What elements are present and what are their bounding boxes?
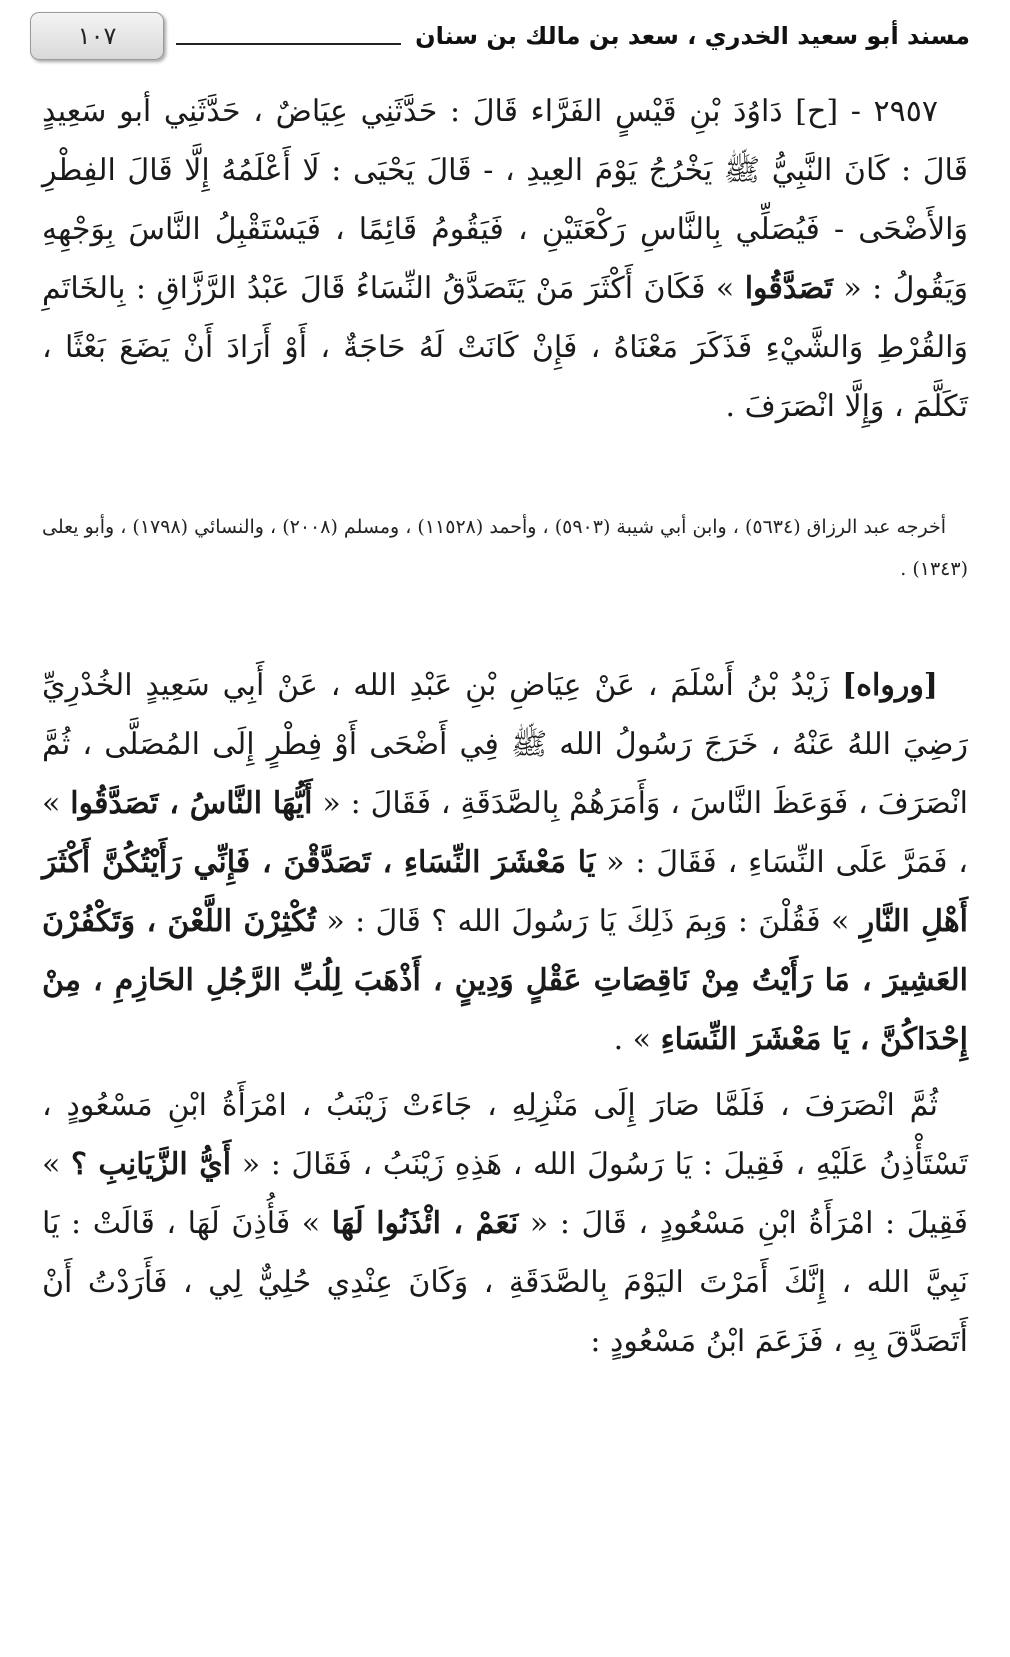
riwaya-text-2: » ، فَمَرَّ عَلَى النِّسَاءِ ، فَقَالَ : «: [42, 786, 968, 880]
continuation-text-3: » فَأُذِنَ لَهَا ، قَالَتْ : يَا نَبِيَّ الله ، إِنَّكَ أَمَرْتَ اليَوْمَ بِالصَّدَقَةِ ، وَكَانَ عِنْدِي حُلِيٌّ لِي ، فَأَرَدْتُ أَنْ أَتَصَدَّقَ بِهِ ، فَزَعَمَ ابْنُ مَسْعُودٍ :: [42, 1206, 968, 1359]
page-header: [30, 8, 970, 64]
hadith-quote-bold: تَصَدَّقُوا: [744, 271, 833, 306]
riwaya-quote-bold-2: يَا مَعْشَرَ النِّسَاءِ ، تَصَدَّقْنَ ، فَإِنِّي رَأَيْتُكُنَّ أَكْثَرَ أَهْلِ النَّارِ: [42, 845, 968, 939]
riwaya-text-4: » .: [613, 1022, 661, 1057]
continuation-quote-bold-2: نَعَمْ ، ائْذَنُوا لَهَا: [331, 1206, 519, 1241]
hadith-number: ٢٩٥٧ - [ح]: [782, 94, 938, 129]
running-title: مسند أبو سعيد الخدري ، سعد بن مالك بن سنان: [415, 22, 970, 50]
continuation-text-2: » فَقِيلَ : امْرَأَةُ ابْنِ مَسْعُودٍ ، قَالَ : «: [42, 1147, 968, 1241]
continuation-paragraph: [42, 1076, 968, 1371]
riwaya-quote-bold-3: تُكْثِرْنَ اللَّعْنَ ، وَتَكْفُرْنَ العَشِيرَ ، مَا رَأَيْتُ مِنْ نَاقِصَاتِ عَقْلٍ وَدِينٍ ، أَذْهَبَ لِلُبِّ الرَّجُلِ الحَازِمِ ، مِنْ إِحْدَاكُنَّ ، يَا مَعْشَرَ النِّسَاءِ: [42, 904, 968, 1057]
hadith-text: دَاوُدَ بْنِ قَيْسٍ الفَرَّاء قَالَ : حَدَّثَنِي عِيَاضٌ ، حَدَّثَنِي أبو سَعِيدٍ قَالَ : كَانَ النَّبِيُّ ﷺ يَخْرُجُ يَوْمَ العِيدِ ، - قَالَ يَحْيَى : لَا أَعْلَمُهُ إِلَّا قَالَ الفِطْرِ وَالأَضْحَى - فَيُصَلِّي بِالنَّاسِ رَكْعَتَيْنِ ، فَيَقُومُ قَائِمًا ، فَيَسْتَقْبِلُ النَّاسَ بِوَجْهِهِ وَيَقُولُ : «: [42, 94, 968, 306]
riwaya-text: زَيْدُ بْنُ أَسْلَمَ ، عَنْ عِيَاضِ بْنِ عَبْدِ الله ، عَنْ أَبِي سَعِيدٍ الخُدْرِيِّ رَضِيَ اللهُ عَنْهُ ، خَرَجَ رَسُولُ الله ﷺ فِي أَضْحَى أَوْ فِطْرٍ إِلَى المُصَلَّى ، ثُمَّ انْصَرَفَ ، فَوَعَظَ النَّاسَ ، وَأَمَرَهُمْ بِالصَّدَقَةِ ، فَقَالَ : «: [42, 668, 968, 821]
continuation-text: ثُمَّ انْصَرَفَ ، فَلَمَّا صَارَ إِلَى مَنْزِلِهِ ، جَاءَتْ زَيْنَبُ ، امْرَأَةُ ابْنِ مَسْعُودٍ ، تَسْتَأْذِنُ عَلَيْهِ ، فَقِيلَ : يَا رَسُولَ الله ، هَذِهِ زَيْنَبُ ، فَقَالَ : «: [42, 1088, 968, 1182]
hadith-text-cont: » فَكَانَ أَكْثَرَ مَنْ يَتَصَدَّقُ النِّسَاءُ قَالَ عَبْدُ الرَّزَّاقِ : بِالخَاتَمِ وَالقُرْطِ وَالشَّيْءِ فَذَكَرَ مَعْنَاهُ ، فَإِنْ كَانَتْ لَهُ حَاجَةٌ ، أَوْ أَرَادَ أَنْ يَضَعَ بَعْثًا ، تَكَلَّمَ ، وَإِلَّا انْصَرَفَ .: [42, 271, 968, 424]
header-rule: [176, 43, 401, 45]
takhrij-footnote: أخرجه عبد الرزاق (٥٦٣٤) ، وابن أبي شيبة (٥٩٠٣) ، وأحمد (١١٥٢٨) ، ومسلم (٢٠٠٨) ، والنسائي (١٧٩٨) ، وأبو يعلى (١٣٤٣) .: [42, 516, 968, 580]
riwaya-label: [ورواه]: [842, 668, 938, 703]
page-number-box: [30, 12, 164, 60]
hadith-paragraph: [42, 82, 968, 436]
page-number: ١٠٧: [77, 22, 117, 50]
riwaya-paragraph: [42, 656, 968, 1069]
continuation-quote-bold-1: أَيُّ الزَّيَانِبِ ؟: [70, 1147, 232, 1182]
riwaya-quote-bold-1: أَيُّهَا النَّاسُ ، تَصَدَّقُوا: [70, 786, 313, 821]
riwaya-text-3: » فَقُلْنَ : وَبِمَ ذَلِكَ يَا رَسُولَ الله ؟ قَالَ : «: [315, 904, 860, 939]
